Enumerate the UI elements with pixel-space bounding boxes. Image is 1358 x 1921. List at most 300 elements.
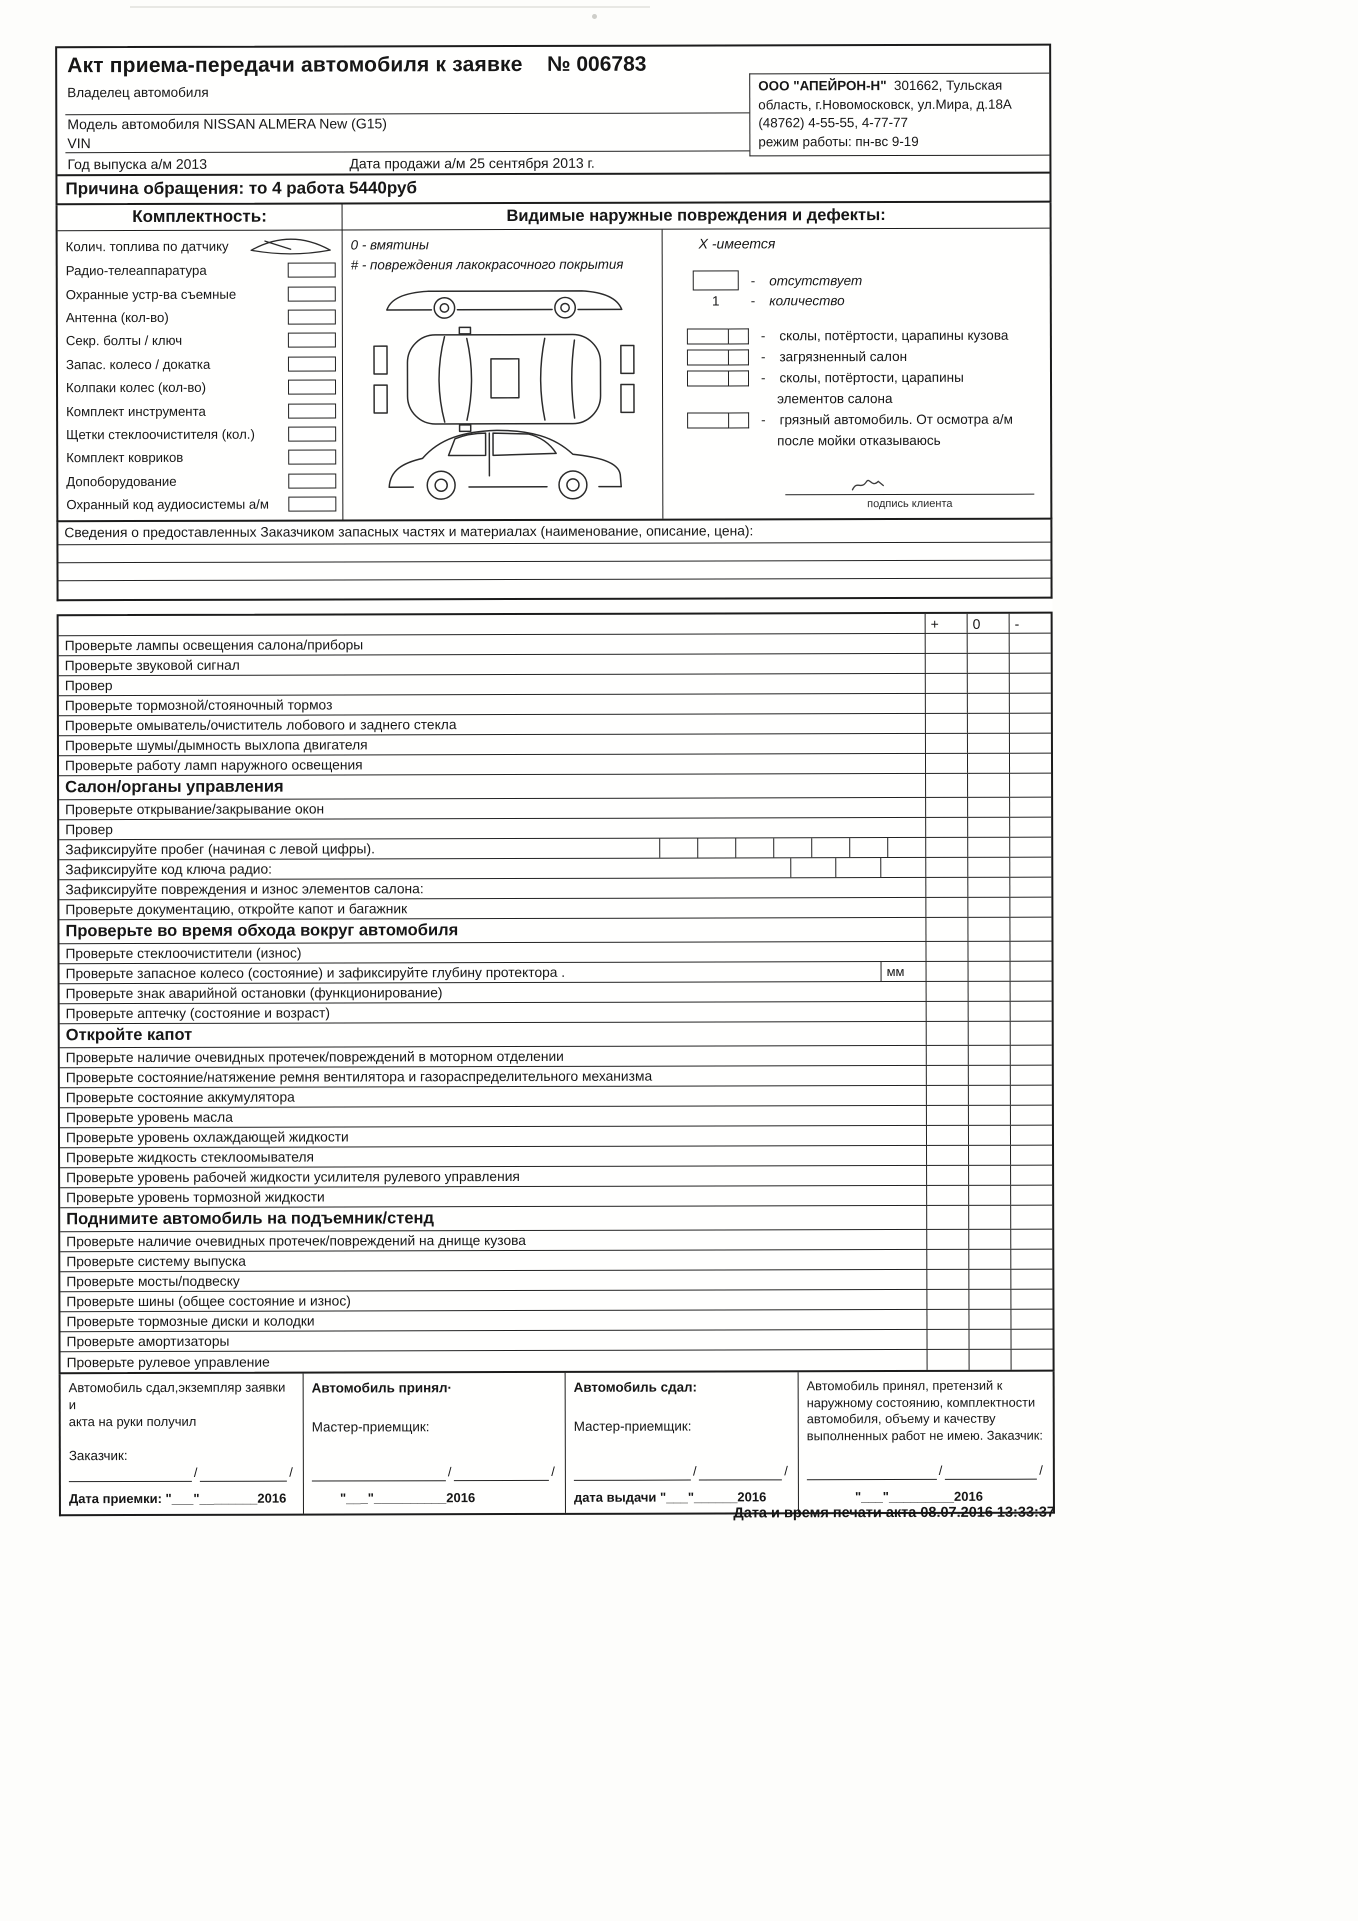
result-cell xyxy=(926,1022,968,1045)
result-cell xyxy=(1009,774,1051,797)
defect-label: загрязненный салон xyxy=(779,348,908,365)
dash: - xyxy=(760,370,766,386)
result-cell xyxy=(967,898,1009,917)
signature-line xyxy=(944,1467,1037,1480)
result-cell xyxy=(925,838,967,857)
client-signature-area xyxy=(785,478,1034,511)
result-cell xyxy=(926,1126,968,1145)
signature-line-row xyxy=(807,1463,1045,1481)
completeness-item-label: Допоборудование xyxy=(66,473,177,489)
result-cell xyxy=(967,714,1009,733)
result-cell xyxy=(968,1186,1010,1205)
result-cell xyxy=(925,694,967,713)
completeness-row xyxy=(66,354,336,374)
separator-slash: / xyxy=(938,1463,943,1479)
result-cell xyxy=(1009,898,1051,917)
result-cell xyxy=(1009,754,1051,773)
signature-scribble xyxy=(847,478,889,493)
check-box xyxy=(729,370,749,386)
signoff-title: Автомобиль принял· xyxy=(311,1380,453,1396)
dash: - xyxy=(760,349,766,365)
signoff-grid xyxy=(61,1372,1053,1515)
result-cell xyxy=(1009,674,1051,693)
checklist-item-label: Проверьте шумы/дымность выхлопа двигателя xyxy=(64,737,368,754)
result-cell xyxy=(1009,714,1051,733)
result-cell xyxy=(925,634,967,653)
signoff-customer-handover xyxy=(61,1374,304,1515)
document-title: Акт приема-передачи автомобиля к заявке xyxy=(67,52,523,78)
completeness-item-label: Радио-телеаппаратура xyxy=(65,263,207,279)
odometer-digit-cell xyxy=(659,839,697,858)
checklist-row xyxy=(60,1310,1052,1333)
checklist-item-label: Зафиксируйте код ключа радио: xyxy=(65,861,273,878)
separator-slash: / xyxy=(784,1463,788,1479)
result-cell xyxy=(1010,1230,1052,1249)
dash: - xyxy=(760,328,766,344)
checklist-row xyxy=(59,654,1051,677)
checklist-item-label: Проверьте тормозные диски и колодки xyxy=(66,1313,315,1330)
check-box xyxy=(729,412,749,428)
checklist-row xyxy=(59,714,1051,737)
no-claims-text: Автомобиль принял, претензий к наружному состоянию, комплектности автомобиля, объему и качеству выполненных работ не имею. Заказчик: xyxy=(806,1377,1043,1444)
dash: - xyxy=(750,293,756,309)
signature-line xyxy=(785,494,1034,496)
result-cell xyxy=(1009,878,1051,897)
separator-slash: / xyxy=(692,1463,697,1479)
checklist-item-label: Проверьте знак аварийной остановки (функционирование) xyxy=(65,985,443,1002)
checklist-row xyxy=(60,982,1052,1005)
result-cell xyxy=(968,982,1010,1001)
separator-slash: / xyxy=(193,1465,198,1481)
separator-slash: / xyxy=(447,1464,452,1480)
header-right xyxy=(749,46,1049,173)
result-cell xyxy=(1010,962,1052,981)
result-cell xyxy=(968,962,1010,981)
signature-line xyxy=(199,1469,287,1482)
signature-line xyxy=(453,1468,549,1481)
completeness-item-label: Антенна (кол-во) xyxy=(65,309,169,326)
check-box xyxy=(288,286,336,301)
check-box xyxy=(288,450,336,465)
result-cell xyxy=(925,858,967,877)
header-grid xyxy=(57,46,1049,175)
checklist-item-label: Проверьте уровень масла xyxy=(65,1109,233,1126)
result-cell xyxy=(1009,694,1051,713)
checklist-row xyxy=(59,818,1051,841)
result-cell xyxy=(1009,858,1051,877)
checklist-row xyxy=(60,1230,1052,1253)
checklist-item-label: Проверьте мосты/подвеску xyxy=(66,1273,240,1290)
result-cell xyxy=(926,1206,968,1229)
completeness-item-label: Комплект инструмента xyxy=(66,403,206,419)
result-cell xyxy=(967,674,1009,693)
result-cell xyxy=(925,774,967,797)
completeness-item-label: Колич. топлива по датчику xyxy=(65,238,229,254)
checklist-section-label: Откройте капот xyxy=(65,1025,193,1045)
checklist-row xyxy=(60,1290,1052,1313)
result-cell xyxy=(968,1206,1010,1229)
result-cell xyxy=(968,1166,1010,1185)
completeness-item-label: Щетки стеклоочистителя (кол.) xyxy=(66,426,255,443)
defect-row xyxy=(663,325,1040,347)
defect-label: сколы, потёртости, царапины кузова xyxy=(779,327,1009,344)
completeness-item-label: Запас. колесо / докатка xyxy=(65,356,211,372)
checklist-section-label: Салон/органы управления xyxy=(65,777,284,797)
check-box xyxy=(687,412,729,428)
inspection-section xyxy=(56,203,1053,523)
result-cell xyxy=(1009,918,1051,941)
signature-line xyxy=(574,1468,691,1481)
parts-section-title: Сведения о предоставленных Заказчиком запасных частях и материалах (наименование, описание, цена): xyxy=(58,520,1050,546)
issue-date-line: дата выдачи "___"______2016 xyxy=(573,1489,767,1505)
damage-column xyxy=(663,229,1051,519)
tread-depth-unit-cell: мм xyxy=(881,962,926,981)
checklist-row xyxy=(59,898,1051,921)
completeness-row xyxy=(66,448,336,468)
result-cell xyxy=(1010,1066,1052,1085)
result-cell xyxy=(1010,1002,1052,1021)
signature-line-row xyxy=(69,1465,295,1482)
checklist-item-label: Провер xyxy=(65,822,113,838)
result-cell xyxy=(1009,798,1051,817)
client-parts-section xyxy=(56,520,1052,602)
claim-number: № 006783 xyxy=(547,52,647,76)
completeness-item-label: Секр. болты / ключ xyxy=(65,333,183,349)
result-cell xyxy=(1010,1146,1052,1165)
check-box xyxy=(288,333,336,348)
legend-dents: 0 - вмятины xyxy=(350,237,429,253)
result-cell xyxy=(967,754,1009,773)
checklist-row xyxy=(60,1046,1052,1069)
quantity-row xyxy=(663,293,1040,309)
result-cell xyxy=(1011,1350,1053,1370)
signoff-master-returned xyxy=(566,1372,799,1513)
result-cell xyxy=(925,918,967,941)
result-cell xyxy=(967,734,1009,753)
absent-row xyxy=(663,270,1040,291)
result-cell xyxy=(1010,1046,1052,1065)
result-cell xyxy=(968,1146,1010,1165)
owner-label: Владелец автомобиля xyxy=(67,84,209,101)
result-cell xyxy=(1009,654,1051,673)
result-cell xyxy=(925,898,967,917)
result-cell xyxy=(1009,838,1051,857)
checklist-row xyxy=(59,754,1051,777)
role-label: Мастер-приемщик: xyxy=(311,1419,430,1435)
company-info-box xyxy=(749,73,1049,157)
result-cell xyxy=(1009,942,1051,961)
signoff-text: Автомобиль сдал,экземпляр заявки и xyxy=(68,1379,286,1413)
checklist-section-row xyxy=(59,918,1051,945)
checklist-row xyxy=(59,942,1051,965)
defect-label: сколы, потёртости, царапины xyxy=(779,369,964,386)
inspection-body xyxy=(58,229,1051,521)
checklist-item-label: Проверьте аптечку (состояние и возраст) xyxy=(65,1005,330,1022)
checklist-item-label: Проверьте уровень тормозной жидкости xyxy=(66,1189,325,1206)
completeness-row xyxy=(66,308,336,328)
result-header-cell: - xyxy=(1009,614,1051,633)
result-cell xyxy=(926,1230,968,1249)
defect-label: после мойки отказываюсь xyxy=(777,432,941,449)
completeness-row-fuel xyxy=(66,234,336,257)
absent-label: отсутствует xyxy=(769,272,863,288)
result-cell xyxy=(1010,1106,1052,1125)
check-box xyxy=(288,473,336,488)
checklist-item-label: Проверьте рулевое управление xyxy=(66,1354,270,1370)
result-cell xyxy=(968,1230,1010,1249)
vin-label: VIN xyxy=(65,132,749,153)
result-cell xyxy=(967,654,1009,673)
checklist-row xyxy=(60,1086,1052,1109)
result-cell xyxy=(969,1350,1011,1370)
completeness-item-label: Охранные устр-ва съемные xyxy=(65,286,237,302)
signoff-section xyxy=(59,1372,1055,1517)
result-cell xyxy=(926,1270,968,1289)
result-cell xyxy=(1010,1270,1052,1289)
company-line-1-rest: 301662, Тульская xyxy=(886,77,1003,94)
checklist-row xyxy=(59,878,1051,901)
result-cell xyxy=(927,1350,969,1370)
odometer-digit-cell xyxy=(773,838,811,857)
result-cell xyxy=(968,1106,1010,1125)
result-cell xyxy=(926,1166,968,1185)
damage-title: Видимые наружные повреждения и дефекты: xyxy=(506,206,886,226)
quantity-number: 1 xyxy=(712,293,720,309)
result-cell xyxy=(1010,982,1052,1001)
company-line-1 xyxy=(758,77,1041,96)
checklist-row xyxy=(59,614,1051,637)
checklist-item-label: Проверьте систему выпуска xyxy=(66,1253,246,1270)
check-box xyxy=(687,370,729,386)
checklist-row xyxy=(60,1186,1052,1209)
checklist-item-label: Проверьте омыватель/очиститель лобового и заднего стекла xyxy=(64,717,457,734)
car-damage-diagram xyxy=(353,279,654,512)
dash: - xyxy=(750,272,756,288)
check-box xyxy=(288,403,336,418)
checklist-item-label: Проверьте состояние/натяжение ремня вентилятора и газораспределительного механизма xyxy=(65,1068,653,1086)
result-cell xyxy=(968,1290,1010,1309)
year-sale-row xyxy=(65,151,749,174)
result-cell xyxy=(926,1330,968,1349)
result-cell xyxy=(925,674,967,693)
completeness-row xyxy=(66,331,336,351)
check-box xyxy=(729,349,749,365)
checklist-item-label: Проверьте лампы освещения салона/приборы xyxy=(64,637,364,654)
result-cell xyxy=(968,1022,1010,1045)
defect-row xyxy=(663,367,1040,389)
result-cell xyxy=(968,1330,1010,1349)
result-cell xyxy=(926,1290,968,1309)
signoff-customer-no-claims xyxy=(799,1372,1053,1513)
act-document xyxy=(55,44,1055,1517)
checklist-section-row xyxy=(60,1206,1052,1233)
result-cell xyxy=(967,858,1009,877)
odometer-digit-cell xyxy=(697,838,735,857)
service-reason: Причина обращения: то 4 работа 5440руб xyxy=(57,172,1049,204)
checklist-row xyxy=(60,1126,1052,1149)
result-cell xyxy=(967,838,1009,857)
header-left xyxy=(57,46,749,174)
check-box xyxy=(288,356,336,371)
completeness-row xyxy=(66,471,336,491)
result-cell xyxy=(925,714,967,733)
result-cell xyxy=(1010,1330,1052,1349)
result-cell xyxy=(967,818,1009,837)
acceptance-date-line: Дата приемки: "___"________2016 xyxy=(68,1490,287,1507)
checklist-row xyxy=(60,1066,1052,1089)
checklist-row xyxy=(59,838,1051,861)
defect-row xyxy=(663,388,1040,410)
year-of-manufacture: Год выпуска а/м 2013 xyxy=(67,155,208,173)
print-timestamp: Дата и время печати акта 08.07.2016 13:33:37 xyxy=(733,1504,1055,1522)
completeness-item-label: Комплект ковриков xyxy=(66,450,184,466)
checklist-row xyxy=(60,1330,1052,1353)
car-diagram-area xyxy=(343,230,664,520)
result-cell xyxy=(967,634,1009,653)
result-cell xyxy=(926,1186,968,1205)
check-box xyxy=(288,426,336,441)
checklist-row xyxy=(60,1166,1052,1189)
result-cell xyxy=(1010,1086,1052,1105)
result-cell xyxy=(926,982,968,1001)
checklist-item-label: Зафиксируйте повреждения и износ элементов салона: xyxy=(65,881,424,898)
checklist-row xyxy=(59,674,1051,697)
role-label: Заказчик: xyxy=(68,1447,128,1463)
defect-label: элементов салона xyxy=(777,391,893,407)
checklist-item-label: Зафиксируйте пробег (начиная с левой цифры). xyxy=(65,841,375,858)
checklist-item-label: Проверьте амортизаторы xyxy=(66,1333,230,1350)
checklist-item-label: Проверьте состояние аккумулятора xyxy=(65,1089,295,1106)
checklist-item-label: Проверьте открывание/закрывание окон xyxy=(65,801,325,818)
odometer-digit-cell xyxy=(735,838,773,857)
result-cell xyxy=(1010,1206,1052,1229)
legend-paint: # - повреждения лакокрасочного покрытия xyxy=(350,256,624,273)
checklist-row xyxy=(60,1146,1052,1169)
odometer-digit-cell xyxy=(887,838,925,857)
check-box xyxy=(729,328,749,344)
result-cell xyxy=(925,734,967,753)
result-cell xyxy=(968,1126,1010,1145)
check-box xyxy=(687,349,729,365)
completeness-item-label: Колпаки колес (кол-во) xyxy=(66,379,207,396)
defect-row xyxy=(663,430,1040,452)
result-cell xyxy=(926,1106,968,1125)
model-line: Модель автомобиля NISSAN ALMERA New (G15) xyxy=(67,115,387,133)
check-box xyxy=(288,496,336,511)
check-box xyxy=(288,310,336,325)
result-cell xyxy=(1010,1166,1052,1185)
result-header-cell: 0 xyxy=(967,614,1009,633)
result-cell xyxy=(1009,734,1051,753)
checklist-row xyxy=(61,1350,1053,1373)
result-cell xyxy=(925,654,967,673)
header-section xyxy=(55,44,1051,206)
checklist-section-row xyxy=(60,1022,1052,1049)
radio-code-cell xyxy=(835,858,880,877)
checklist-item-label: Проверьте шины (общее состояние и износ) xyxy=(66,1293,351,1310)
check-box xyxy=(288,263,336,278)
checklist-row xyxy=(60,1002,1052,1025)
radio-code-cell xyxy=(880,858,925,877)
sale-date: Дата продажи а/м 25 сентября 2013 г. xyxy=(349,154,595,172)
result-cell xyxy=(967,694,1009,713)
result-cell xyxy=(925,818,967,837)
checklist-row xyxy=(60,1270,1052,1293)
checklist-item-label: Проверьте уровень охлаждающей жидкости xyxy=(65,1129,349,1146)
signature-line xyxy=(312,1468,446,1481)
company-phone: (48762) 4-55-55, 4-77-77 xyxy=(758,114,908,131)
parts-empty-row xyxy=(59,579,1051,600)
checklist-item-label: Проверьте наличие очевидных протечек/повреждений в моторном отделении xyxy=(65,1048,564,1066)
result-cell xyxy=(1010,1022,1052,1045)
signature-line xyxy=(807,1467,937,1480)
signature-line-row xyxy=(574,1464,790,1481)
result-cell xyxy=(968,1066,1010,1085)
result-cell xyxy=(926,1146,968,1165)
result-cell xyxy=(1009,634,1051,653)
checklist-item-label: Проверьте запасное колесо (состояние) и зафиксируйте глубину протектора . xyxy=(65,964,566,982)
result-cell xyxy=(968,1310,1010,1329)
checklist-item-label: Проверьте наличие очевидных протечек/повреждений на днище кузова xyxy=(66,1232,526,1250)
result-cell xyxy=(1010,1310,1052,1329)
result-cell xyxy=(926,1250,968,1269)
date-line: "___"__________2016 xyxy=(339,1490,476,1506)
checklist-row xyxy=(59,734,1051,757)
result-cell xyxy=(925,754,967,773)
result-cell xyxy=(968,1270,1010,1289)
signoff-text: акта на руки получил xyxy=(68,1413,197,1429)
signature-caption: подпись клиента xyxy=(867,497,953,511)
check-box xyxy=(288,380,336,395)
completeness-title: Комплектность: xyxy=(58,204,343,230)
checklist-item-label: Проверьте стеклоочистители (износ) xyxy=(65,945,302,962)
completeness-row xyxy=(66,494,336,514)
checklist-item-label: Проверьте работу ламп наружного освещения xyxy=(64,757,363,774)
result-cell xyxy=(968,1002,1010,1021)
result-cell xyxy=(926,1002,968,1021)
result-cell xyxy=(1010,1250,1052,1269)
result-cell xyxy=(968,1086,1010,1105)
completeness-row xyxy=(66,401,336,421)
check-box xyxy=(693,270,739,290)
result-cell xyxy=(925,798,967,817)
separator-slash: / xyxy=(1039,1462,1043,1478)
result-cell xyxy=(1010,1290,1052,1309)
checklist-section-label: Проверьте во время обхода вокруг автомобиля xyxy=(65,921,459,941)
completeness-list xyxy=(58,230,344,520)
completeness-row xyxy=(66,261,336,281)
signature-line xyxy=(69,1469,192,1482)
separator-slash: / xyxy=(289,1464,293,1480)
checklist-item-label: Проверьте уровень рабочей жидкости усилителя рулевого управления xyxy=(66,1169,520,1186)
radio-code-cell xyxy=(790,858,835,877)
completeness-row xyxy=(66,378,336,398)
checklist-row xyxy=(59,634,1051,657)
fuel-gauge-icon xyxy=(246,234,336,256)
role-label: Мастер-приемщик: xyxy=(573,1418,692,1435)
defect-row xyxy=(663,409,1040,431)
quantity-label: количество xyxy=(769,293,845,309)
company-line-2: область, г.Новомосковск, ул.Мира, д.18А xyxy=(758,96,1012,112)
result-cell xyxy=(967,918,1009,941)
legend-present: X -имеется xyxy=(698,235,776,252)
check-box xyxy=(687,328,729,344)
defect-row xyxy=(663,346,1040,368)
checklist-item-label: Проверьте звуковой сигнал xyxy=(64,657,240,674)
result-cell xyxy=(968,1046,1010,1065)
checklist-row xyxy=(59,798,1051,821)
result-cell xyxy=(925,878,967,897)
